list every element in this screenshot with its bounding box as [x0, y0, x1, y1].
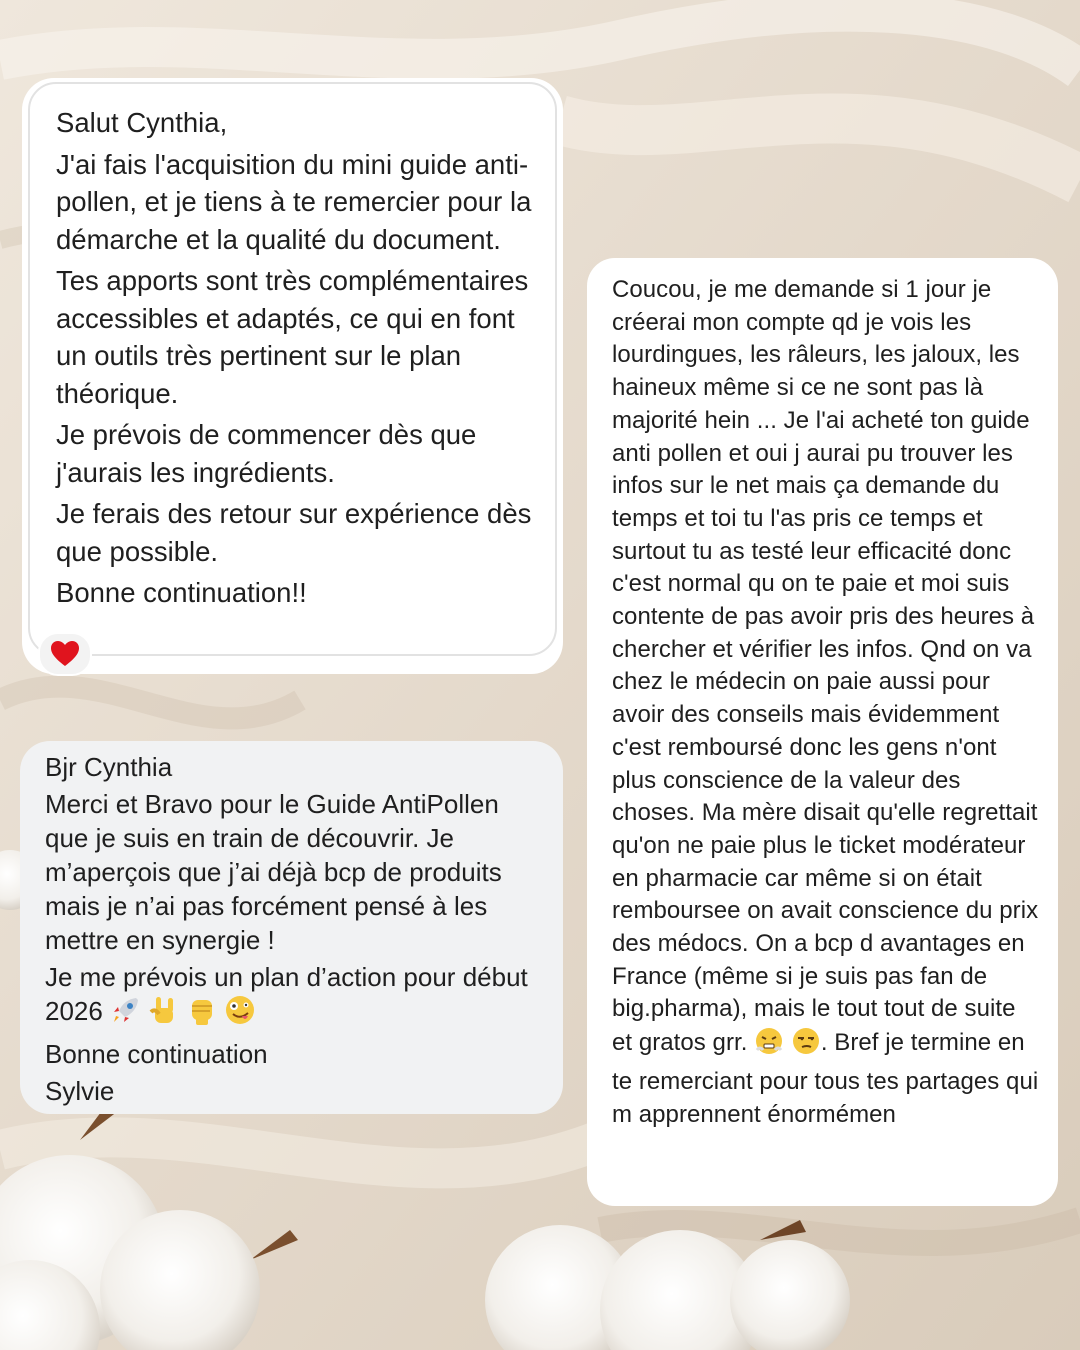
message-signature: Sylvie [45, 1076, 115, 1106]
message-text: . Bref je termine en te remerciant pour tous tes partages qui m apprennent énormémen [612, 1029, 1039, 1128]
message-text: Coucou, je me demande si 1 jour je créerai mon compte qd je vois les lourdingues, les râleurs, les jaloux, les haineux même si ce ne sont pas là majorité hein ... Je l'ai acheté ton guide anti pollen et oui j aurai pu trouver les infos sur le net mais ça demande du temps et toi tu l'as pris ce temps et surtout tu as testé leur efficacité donc c'est normal qu on te paie et moi suis contente de pas avoir pris des heures à chercher et vérifier les infos. Qnd on va chez le médecin on paie aussi pour avoir des conseils mais évidemment c'est remboursé donc les gens n'ont plus conscience de la valeur des choses. Ma mère disait qu'elle regrettait qu'on ne paie plus le ticket modérateur en pharmacie car même si on était remboursee on avait conscience du prix des médocs. On a bcp d avantages en France (même si je suis pas fan de big.pharma), mais le tout tout de suite et gratos grr. [612, 276, 1039, 1057]
raised-fist-icon [187, 994, 217, 1034]
zany-face-icon [224, 994, 256, 1034]
unamused-face-icon [791, 1026, 821, 1066]
message-card-1 [22, 78, 563, 674]
message-bubble-1 [28, 82, 557, 656]
message-paragraph: J'ai fais l'acquisition du mini guide anti-pollen, et je tiens à te remercier pour la démarche et la qualité du document. [56, 148, 532, 255]
message-paragraph: Merci et Bravo pour le Guide AntiPollen que je suis en train de découvrir. Je m’aperçois que j’ai déjà bcp de produits mais je n’ai pas forcément pensé à les mettre en synergie ! [45, 789, 502, 955]
message-paragraph [612, 274, 1042, 1131]
reaction-badge[interactable] [38, 632, 92, 676]
message-paragraph: Bonne continuation!! [56, 577, 307, 608]
steam-face-icon [754, 1026, 784, 1066]
message-paragraph: Je ferais des retour sur expérience dès que possible. [56, 498, 532, 567]
message-text: Je me prévois un plan d’action pour début 2026 [45, 962, 528, 1026]
message-paragraph: Je prévois de commencer dès que j'aurais les ingrédients. [56, 419, 477, 488]
rocket-icon [110, 994, 142, 1034]
message-paragraph: Bonne continuation [45, 1039, 268, 1069]
message-card-3 [587, 258, 1058, 1206]
message-paragraph: Salut Cynthia, [56, 107, 228, 138]
message-paragraph: Tes apports sont très complémentaires accessibles et adaptés, ce qui en font un outils très pertinent sur le plan théorique. [56, 265, 529, 409]
rock-hand-icon [149, 994, 179, 1034]
heart-icon [51, 641, 79, 667]
message-paragraph: Bjr Cynthia [45, 752, 173, 782]
message-paragraph [45, 960, 543, 1034]
message-card-2 [20, 741, 563, 1114]
